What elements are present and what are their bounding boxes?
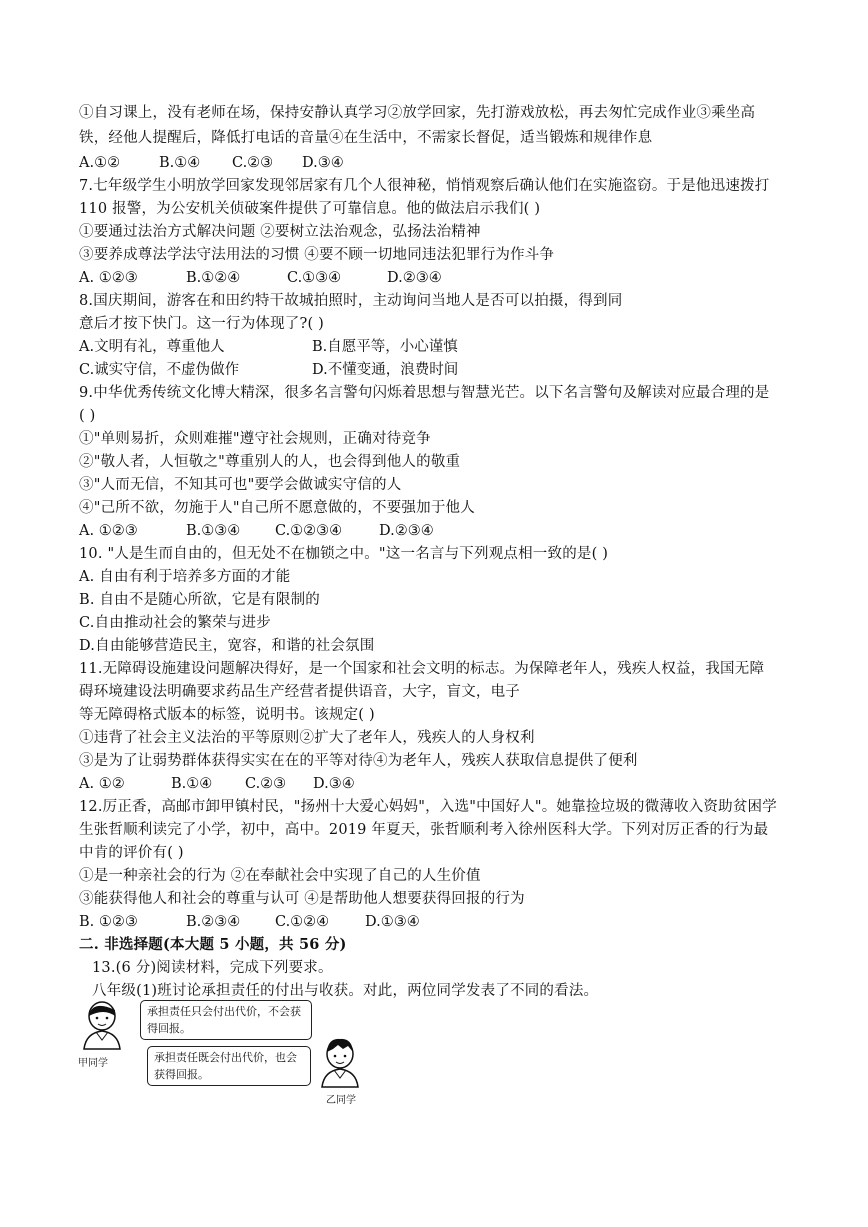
answer-option: C.①②③④	[275, 523, 343, 539]
text-line: B. 自由不是随心所欲，它是有限制的	[79, 592, 320, 608]
label-student-b: 乙同学	[326, 1095, 356, 1106]
text-line: A. 自由有利于培养多方面的才能	[79, 569, 291, 585]
speech-bubble-a: 承担责任只会付出代价，不会获得回报。	[140, 1000, 312, 1040]
answer-option: B.①②④	[186, 270, 241, 286]
text-line: ③要养成尊法学法守法用法的习惯 ④要不顾一切地同违法犯罪行为作斗争	[79, 247, 555, 263]
text-line: ③"人而无信，不知其可也"要学会做诚实守信的人	[79, 477, 402, 493]
text-line: 11.无障碍设施建设问题解决得好，是一个国家和社会文明的标志。为保障老年人，残疾人权益，我国无障	[79, 661, 765, 677]
text-line: 9.中华优秀传统文化博大精深，很多名言警句闪烁着思想与智慧光芒。以下名言警句及解读对应最合理的是	[79, 385, 770, 401]
text-line: ( )	[79, 408, 96, 424]
answer-option: C.诚实守信，不虚伪做作	[79, 362, 240, 378]
answer-option: A. ①②③	[79, 270, 138, 286]
answer-option: B.①④	[171, 776, 213, 792]
answer-option: A.①②	[79, 155, 121, 171]
answer-option: B.①③④	[186, 523, 241, 539]
text-line: D.自由能够营造民主，宽容，和谐的社会氛围	[79, 638, 375, 654]
answer-option: D.②③④	[387, 270, 442, 286]
answer-option: C.①③④	[287, 270, 342, 286]
text-line: ④"己所不欲，勿施于人"自己所不愿意做的，不要强加于他人	[79, 500, 475, 516]
student-a-figure	[74, 1000, 134, 1050]
text-line: ③是为了让弱势群体获得实实在在的平等对待④为老年人，残疾人获取信息提供了便利	[79, 753, 638, 769]
text-line: 铁，经他人提醒后，降低打电话的音量④在生活中，不需家长督促，适当锻炼和规律作息	[79, 130, 653, 146]
text-line: ①是一种亲社会的行为 ②在奉献社会中实现了自己的人生价值	[79, 868, 481, 884]
answer-option: A.文明有礼，尊重他人	[79, 339, 225, 355]
illustration-two-students	[70, 998, 390, 1108]
text-line: ①要通过法治方式解决问题 ②要树立法治观念，弘扬法治精神	[79, 224, 481, 240]
text-line: 中肯的评价有( )	[79, 845, 184, 861]
section-2-title: 二. 非选择题(本大题 5 小题，共 56 分)	[79, 936, 347, 953]
text-line: 生张哲顺利读完了小学，初中，高中。2019 年夏天，张哲顺利考入徐州医科大学。下列对厉正香的行为最	[79, 822, 769, 838]
answer-option: B.①④	[159, 155, 201, 171]
student-b-figure	[310, 1036, 370, 1088]
text-line: 7.七年级学生小明放学回家发现邻居家有几个人很神秘，悄悄观察后确认他们在实施盗窃。于是他迅速拨打	[79, 178, 770, 194]
text-line: 等无障碍格式版本的标签，说明书。该规定( )	[79, 707, 375, 723]
answer-option: D.③④	[313, 776, 355, 792]
answer-option: D.①③④	[365, 914, 420, 930]
text-line: 意后才按下快门。这一行为体现了?( )	[79, 316, 324, 332]
text-line: ②"敬人者，人恒敬之"尊重别人的人，也会得到他人的敬重	[79, 454, 461, 470]
text-line: 10. "人是生而自由的，但无处不在枷锁之中。"这一名言与下列观点相一致的是( )	[79, 546, 609, 562]
text-line: 8.国庆期间，游客在和田约特干故城拍照时，主动询问当地人是否可以拍摄，得到同	[79, 293, 623, 309]
answer-option: B.②③④	[186, 914, 241, 930]
answer-option: C.②③	[245, 776, 287, 792]
text-line: 12.厉正香，高邮市卸甲镇村民，"扬州十大爱心妈妈"，入选"中国好人"。她靠捡垃圾的微薄收入资助贫困学	[79, 799, 777, 815]
q13-material: 八年级(1)班讨论承担责任的付出与收获。对此，两位同学发表了不同的看法。	[92, 983, 599, 999]
answer-option: C.①②④	[275, 914, 330, 930]
answer-option: D.③④	[302, 155, 344, 171]
answer-option: C.②③	[232, 155, 274, 171]
text-line: C.自由推动社会的繁荣与进步	[79, 615, 271, 631]
text-line: 110 报警，为公安机关侦破案件提供了可靠信息。他的做法启示我们( )	[79, 201, 541, 217]
answer-option: B. ①②③	[79, 914, 138, 930]
text-line: ③能获得他人和社会的尊重与认可 ④是帮助他人想要获得回报的行为	[79, 891, 525, 907]
answer-option: D.不懂变通，浪费时间	[312, 362, 459, 378]
text-line: 碍环境建设法明确要求药品生产经营者提供语音，大字，盲文，电子	[79, 684, 520, 700]
q13-instruction: 13.(6 分)阅读材料，完成下列要求。	[92, 960, 333, 976]
answer-option: D.②③④	[379, 523, 434, 539]
answer-option: A. ①②	[79, 776, 125, 792]
answer-option: A. ①②③	[79, 523, 138, 539]
answer-option: B.自愿平等，小心谨慎	[312, 339, 458, 355]
text-line: ①违背了社会主义法治的平等原则②扩大了老年人，残疾人的人身权利	[79, 730, 535, 746]
text-line: ①"单则易折，众则难摧"遵守社会规则，正确对待竞争	[79, 431, 431, 447]
text-line: ①自习课上，没有老师在场，保持安静认真学习②放学回家，先打游戏放松，再去匆忙完成作业③乘坐高	[79, 105, 756, 121]
label-student-a: 甲同学	[78, 1058, 108, 1069]
speech-bubble-b: 承担责任既会付出代价，也会获得回报。	[147, 1046, 311, 1086]
